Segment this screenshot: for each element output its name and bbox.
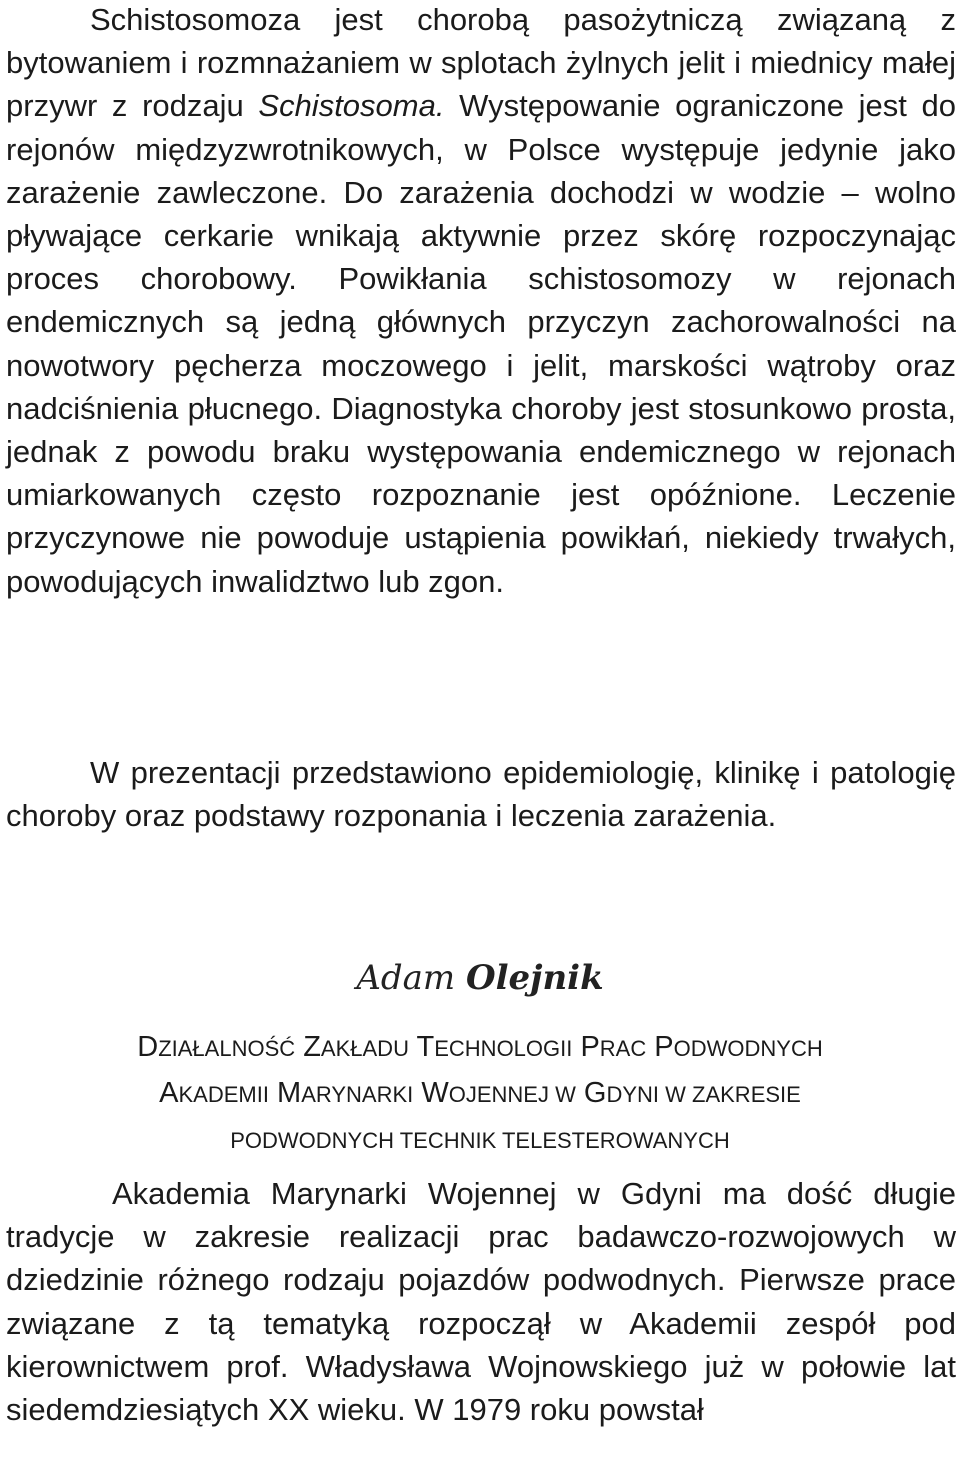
title-word-cap: T — [416, 1031, 435, 1063]
para1-text-b: Występowanie ograniczone jest do rejonów międzyzwrotnikowych, w Polsce występuje jedynie jako zarażenie zawleczone. Do zarażenia dochodzi w wodzie – wolno pływające cerkarie wnikają aktywnie przez skórę rozpoczynając proces chorobowy. Powikłania schistosomozy w rejonach endemicznych są jedną głównych przyczyn zachorowalności na nowotwory pęcherza moczowego i jelit, marskości wątroby oraz nadciśnienia płucnego. Diagnostyka choroby jest stosunkowo prosta, jednak z powodu braku występowania endemicznego w rejonach umiarkowanych często rozpoznanie jest opóźnione. Leczenie przyczynowe nie powoduje ustąpienia powikłań, niekiedy trwałych, powodujących inwalidztwo lub zgon. — [6, 88, 956, 599]
title-word-rest: AKŁADU — [320, 1036, 409, 1061]
title-word-rest: ZIAŁALNOŚĆ — [158, 1036, 296, 1061]
para2-text: W prezentacji przedstawiono epidemiologię, klinikę i patologię choroby oraz podstawy rozponania i leczenia zarażenia. — [6, 755, 956, 834]
title-word-rest: RAC — [599, 1036, 647, 1061]
title-word-cap: Z — [303, 1031, 321, 1063]
title-line-3-text: PODWODNYCH TECHNIK TELESTEROWANYCH — [230, 1128, 730, 1153]
para3-text: Akademia Marynarki Wojennej w Gdyni ma dość długie tradycje w zakresie realizacji prac badawczo-rozwojowych w dziedzinie różnego rodzaju pojazdów podwodnych. Pierwsze prace związane z tą tematyką rozpoczął w Akademii zespół pod kierownictwem prof. Władysława Wojnowskiego już w połowie lat siedemdziesiątych XX wieku. W 1979 roku powstał — [6, 1176, 956, 1428]
author-last-name: Olejnik — [465, 958, 604, 998]
genus-name: Schistosoma. — [258, 88, 445, 124]
title-word-rest: ECHNOLOGII — [434, 1036, 573, 1061]
title-word-rest: OJENNEJ W — [448, 1082, 576, 1107]
para1-text-a: Schistosomoza jest chorobą pasożytniczą związaną z bytowaniem i rozmnażaniem w splotach żylnych jelit i miednicy małej przywr z rodzaju — [6, 2, 956, 124]
title-word-rest: ODWODNYCH — [673, 1036, 823, 1061]
title-word-cap: A — [159, 1077, 179, 1109]
presentation-summary-paragraph — [6, 751, 956, 837]
title-word-rest: DYNI W ZAKRESIE — [606, 1082, 801, 1107]
title-word-cap: P — [654, 1031, 674, 1063]
author-first-name: Adam — [356, 958, 456, 998]
title-word-rest: ARYNARKI — [301, 1082, 414, 1107]
schistosomiasis-paragraph — [6, 0, 956, 603]
title-word-cap: P — [580, 1031, 600, 1063]
title-word-rest: KADEMII — [178, 1082, 269, 1107]
title-line-2 — [0, 1071, 960, 1117]
title-line-3 — [0, 1117, 960, 1163]
author-name — [0, 958, 960, 998]
title-word-cap: W — [421, 1077, 449, 1109]
title-line-1 — [0, 1025, 960, 1071]
title-word-cap: D — [137, 1031, 159, 1063]
academy-paragraph — [6, 1172, 956, 1431]
title-word-cap: G — [583, 1077, 607, 1109]
article-title — [0, 1025, 960, 1163]
title-word-cap: M — [277, 1077, 302, 1109]
